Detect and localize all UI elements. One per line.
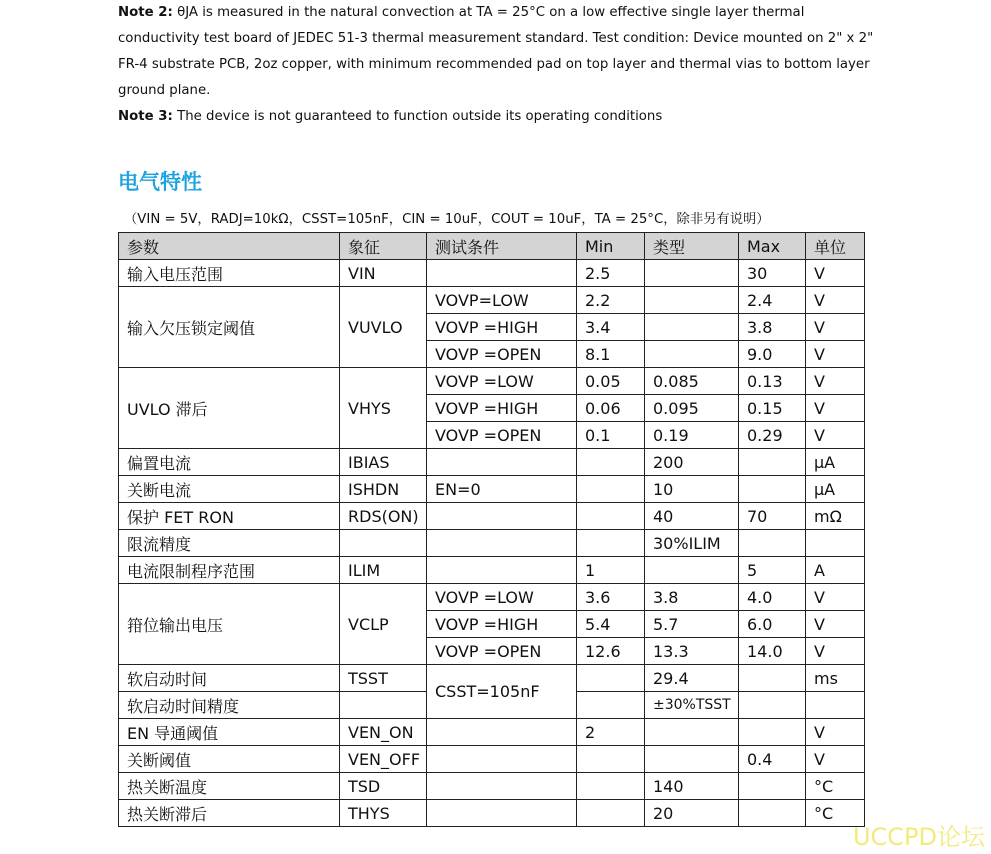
section-title: 电气特性 [118, 170, 202, 194]
cell-min: 2.5 [577, 260, 645, 287]
cell-symbol [340, 692, 427, 719]
cell-max: 4.0 [739, 584, 806, 611]
cell-min: 2.2 [577, 287, 645, 314]
cell-typ: 40 [645, 503, 739, 530]
table-row [119, 449, 865, 476]
test-conditions: （VIN = 5V，RADJ=10kΩ，CSST=105nF，CIN = 10uF，COUT = 10uF，TA = 25°C，除非另有说明） [124, 212, 770, 227]
cell-param: 软启动时间精度 [119, 692, 340, 719]
table-row [119, 530, 865, 557]
cell-min [577, 449, 645, 476]
cell-unit [806, 530, 865, 557]
cell-typ [645, 260, 739, 287]
cell-condition: EN=0 [427, 476, 577, 503]
cell-condition: VOVP =HIGH [427, 314, 577, 341]
cell-symbol: VUVLO [340, 287, 427, 368]
cell-typ: 0.085 [645, 368, 739, 395]
electrical-characteristics-table [118, 232, 865, 827]
table-row [119, 665, 865, 692]
cell-unit: µA [806, 476, 865, 503]
cell-condition [427, 800, 577, 827]
cell-max: 0.29 [739, 422, 806, 449]
table-row [119, 557, 865, 584]
cell-typ: 3.8 [645, 584, 739, 611]
cell-symbol: VEN_ON [340, 719, 427, 746]
cell-unit: ms [806, 665, 865, 692]
watermark: UCCPD论坛 [852, 823, 985, 851]
cell-unit: µA [806, 449, 865, 476]
cell-condition: VOVP =HIGH [427, 611, 577, 638]
cell-max [739, 800, 806, 827]
cell-typ [645, 719, 739, 746]
cell-param: UVLO 滞后 [119, 368, 340, 449]
cell-symbol: IBIAS [340, 449, 427, 476]
cell-max: 0.13 [739, 368, 806, 395]
cell-max: 2.4 [739, 287, 806, 314]
cell-min [577, 692, 645, 719]
cell-min: 8.1 [577, 341, 645, 368]
cell-max: 70 [739, 503, 806, 530]
cell-min: 2 [577, 719, 645, 746]
cell-max: 30 [739, 260, 806, 287]
cell-min [577, 665, 645, 692]
cell-symbol: VHYS [340, 368, 427, 449]
cell-symbol: TSD [340, 773, 427, 800]
cell-condition: VOVP =LOW [427, 368, 577, 395]
cell-typ [645, 287, 739, 314]
cell-min: 3.4 [577, 314, 645, 341]
note-2 [118, 0, 878, 104]
cell-min [577, 746, 645, 773]
cell-typ: 200 [645, 449, 739, 476]
cell-condition [427, 530, 577, 557]
cell-symbol [340, 530, 427, 557]
cell-condition: VOVP =HIGH [427, 395, 577, 422]
cell-param: 软启动时间 [119, 665, 340, 692]
cell-unit: V [806, 368, 865, 395]
cell-min: 0.06 [577, 395, 645, 422]
cell-param: 限流精度 [119, 530, 340, 557]
header-symbol: 象征 [340, 233, 427, 260]
table-row [119, 368, 865, 395]
cell-condition: VOVP =OPEN [427, 638, 577, 665]
cell-symbol: VIN [340, 260, 427, 287]
header-min: Min [577, 233, 645, 260]
cell-condition: VOVP =OPEN [427, 341, 577, 368]
cell-typ: 0.19 [645, 422, 739, 449]
table-row [119, 584, 865, 611]
table-row [119, 719, 865, 746]
cell-typ [645, 341, 739, 368]
header-condition: 测试条件 [427, 233, 577, 260]
cell-max [739, 773, 806, 800]
cell-unit: °C [806, 773, 865, 800]
cell-min: 0.05 [577, 368, 645, 395]
cell-condition [427, 260, 577, 287]
cell-param: 关断阈值 [119, 746, 340, 773]
cell-param: 保护 FET RON [119, 503, 340, 530]
cell-unit: V [806, 260, 865, 287]
cell-param: 箝位输出电压 [119, 584, 340, 665]
cell-unit: V [806, 611, 865, 638]
cell-typ [645, 746, 739, 773]
note-2-label: Note 2: [118, 5, 173, 20]
cell-min [577, 773, 645, 800]
cell-condition: VOVP =OPEN [427, 422, 577, 449]
cell-max [739, 692, 806, 719]
cell-max [739, 449, 806, 476]
note-3-label: Note 3: [118, 109, 173, 124]
cell-max: 0.4 [739, 746, 806, 773]
cell-typ [645, 557, 739, 584]
cell-unit: V [806, 341, 865, 368]
cell-condition [427, 719, 577, 746]
cell-max [739, 530, 806, 557]
header-param: 参数 [119, 233, 340, 260]
cell-unit: V [806, 422, 865, 449]
table-row [119, 287, 865, 314]
cell-condition [427, 557, 577, 584]
cell-typ: 140 [645, 773, 739, 800]
table-row [119, 476, 865, 503]
table-row [119, 800, 865, 827]
cell-min: 3.6 [577, 584, 645, 611]
cell-typ: 20 [645, 800, 739, 827]
cell-param: 关断电流 [119, 476, 340, 503]
cell-max: 14.0 [739, 638, 806, 665]
cell-condition [427, 503, 577, 530]
cell-max [739, 719, 806, 746]
cell-unit: V [806, 287, 865, 314]
cell-unit: V [806, 746, 865, 773]
cell-param: 输入欠压锁定阈值 [119, 287, 340, 368]
cell-max: 6.0 [739, 611, 806, 638]
table-header-row [119, 233, 865, 260]
cell-max: 9.0 [739, 341, 806, 368]
cell-min: 5.4 [577, 611, 645, 638]
cell-min: 12.6 [577, 638, 645, 665]
cell-param: 热关断温度 [119, 773, 340, 800]
cell-typ [645, 314, 739, 341]
cell-unit: A [806, 557, 865, 584]
cell-max [739, 665, 806, 692]
cell-typ: 10 [645, 476, 739, 503]
cell-param: 输入电压范围 [119, 260, 340, 287]
cell-max: 0.15 [739, 395, 806, 422]
cell-max: 3.8 [739, 314, 806, 341]
note-2-text: θJA is measured in the natural convection at TA = 25°C on a low effective single layer thermal conductivity test board of JEDEC 51-3 thermal measurement standard. Test condition: Device mounted on 2" x 2" FR-4 substrate PCB, 2oz copper, with minimum recommended pad on top layer and thermal vias to bottom layer ground plane. [118, 5, 874, 98]
cell-max: 5 [739, 557, 806, 584]
header-unit: 单位 [806, 233, 865, 260]
cell-min [577, 503, 645, 530]
cell-unit: V [806, 638, 865, 665]
cell-min [577, 530, 645, 557]
cell-unit: °C [806, 800, 865, 827]
cell-min [577, 800, 645, 827]
table-row [119, 260, 865, 287]
cell-unit: V [806, 584, 865, 611]
cell-unit [806, 692, 865, 719]
table-row [119, 503, 865, 530]
cell-condition: VOVP =LOW [427, 584, 577, 611]
cell-max [739, 476, 806, 503]
header-max: Max [739, 233, 806, 260]
cell-min [577, 476, 645, 503]
note-3 [118, 104, 878, 130]
cell-symbol: ISHDN [340, 476, 427, 503]
cell-typ: 0.095 [645, 395, 739, 422]
cell-typ: ±30%TSST [645, 692, 739, 719]
cell-unit: V [806, 719, 865, 746]
cell-condition: VOVP=LOW [427, 287, 577, 314]
cell-typ: 13.3 [645, 638, 739, 665]
cell-symbol: ILIM [340, 557, 427, 584]
cell-param: 偏置电流 [119, 449, 340, 476]
cell-symbol: THYS [340, 800, 427, 827]
cell-unit: V [806, 395, 865, 422]
notes [118, 0, 878, 130]
table-row [119, 773, 865, 800]
cell-min: 0.1 [577, 422, 645, 449]
cell-param: EN 导通阈值 [119, 719, 340, 746]
cell-unit: mΩ [806, 503, 865, 530]
cell-condition [427, 746, 577, 773]
cell-symbol: TSST [340, 665, 427, 692]
cell-symbol: VEN_OFF [340, 746, 427, 773]
cell-param: 电流限制程序范围 [119, 557, 340, 584]
cell-condition: CSST=105nF [427, 665, 577, 719]
cell-condition [427, 449, 577, 476]
cell-typ: 5.7 [645, 611, 739, 638]
cell-param: 热关断滞后 [119, 800, 340, 827]
cell-typ: 29.4 [645, 665, 739, 692]
table-row [119, 746, 865, 773]
cell-symbol: RDS(ON) [340, 503, 427, 530]
cell-condition [427, 773, 577, 800]
cell-unit: V [806, 314, 865, 341]
cell-typ: 30%ILIM [645, 530, 739, 557]
cell-symbol: VCLP [340, 584, 427, 665]
header-typ: 类型 [645, 233, 739, 260]
note-3-text: The device is not guaranteed to function outside its operating conditions [172, 109, 663, 124]
cell-min: 1 [577, 557, 645, 584]
